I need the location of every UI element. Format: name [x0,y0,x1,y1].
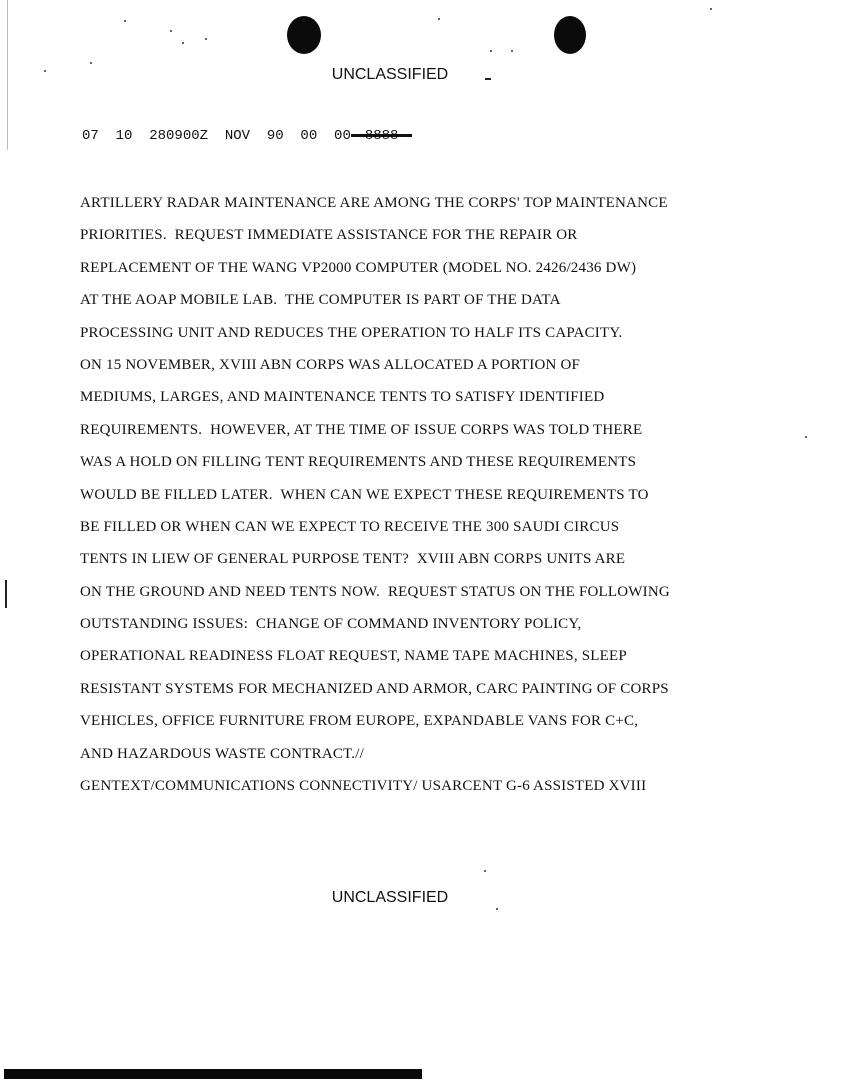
classification-marking-bottom: UNCLASSIFIED [331,889,449,906]
scan-speck [511,50,513,52]
body-line: REPLACEMENT OF THE WANG VP2000 COMPUTER (MODEL NO. 2426/2436 DW) [80,259,637,276]
scan-speck [805,436,807,438]
punch-hole-left [287,16,321,54]
body-line: REQUIREMENTS. HOWEVER, AT THE TIME OF ISSUE CORPS WAS TOLD THERE [80,421,643,438]
scan-speck [710,8,712,10]
body-line: WAS A HOLD ON FILLING TENT REQUIREMENTS AND THESE REQUIREMENTS [80,454,637,471]
body-line: RESISTANT SYSTEMS FOR MECHANIZED AND ARMOR, CARC PAINTING OF CORPS [80,680,669,697]
scan-edge-mark [5,580,7,608]
message-header-line [82,128,412,144]
body-line: MEDIUMS, LARGES, AND MAINTENANCE TENTS TO SATISFY IDENTIFIED [80,389,605,406]
scan-speck [90,62,92,64]
scan-speck [182,42,184,44]
body-line: ON 15 NOVEMBER, XVIII ABN CORPS WAS ALLOCATED A PORTION OF [80,356,581,373]
struck-out-text: 8888 [364,128,399,144]
body-line: PRIORITIES. REQUEST IMMEDIATE ASSISTANCE FOR THE REPAIR OR [80,227,578,244]
body-line: VEHICLES, OFFICE FURNITURE FROM EUROPE, EXPANDABLE VANS FOR C+C, [80,713,639,730]
body-line: BE FILLED OR WHEN CAN WE EXPECT TO RECEIVE THE 300 SAUDI CIRCUS [80,518,620,535]
body-line: AND HAZARDOUS WASTE CONTRACT.// [80,745,364,762]
scan-speck [124,20,126,22]
scan-speck [205,38,207,40]
body-line: PROCESSING UNIT AND REDUCES THE OPERATION TO HALF ITS CAPACITY. [80,324,623,341]
scan-speck [484,870,486,872]
body-line: AT THE AOAP MOBILE LAB. THE COMPUTER IS PART OF THE DATA [80,292,561,309]
body-line: TENTS IN LIEW OF GENERAL PURPOSE TENT? XVIII ABN CORPS UNITS ARE [80,551,626,568]
body-line: OPERATIONAL READINESS FLOAT REQUEST, NAME TAPE MACHINES, SLEEP [80,648,627,665]
strike-bar [351,134,365,137]
scan-speck [490,50,492,52]
scan-speck [170,30,172,32]
classification-marking-top: UNCLASSIFIED [331,66,449,83]
strike-bar [398,134,412,137]
body-line: GENTEXT/COMMUNICATIONS CONNECTIVITY/ USARCENT G-6 ASSISTED XVIII [80,778,647,795]
body-line: ON THE GROUND AND NEED TENTS NOW. REQUEST STATUS ON THE FOLLOWING [80,583,670,600]
body-line: WOULD BE FILLED LATER. WHEN CAN WE EXPECT THESE REQUIREMENTS TO [80,486,649,503]
message-body [80,193,760,808]
scan-speck [496,908,498,910]
scan-bottom-bar [4,1069,422,1079]
body-line: OUTSTANDING ISSUES: CHANGE OF COMMAND INVENTORY POLICY, [80,616,582,633]
punch-hole-right [554,16,586,54]
scan-speck [438,18,440,20]
message-header-fields: 07 10 280900Z NOV 90 00 00 [82,128,351,144]
body-line: ARTILLERY RADAR MAINTENANCE ARE AMONG THE CORPS' TOP MAINTENANCE [80,195,668,211]
